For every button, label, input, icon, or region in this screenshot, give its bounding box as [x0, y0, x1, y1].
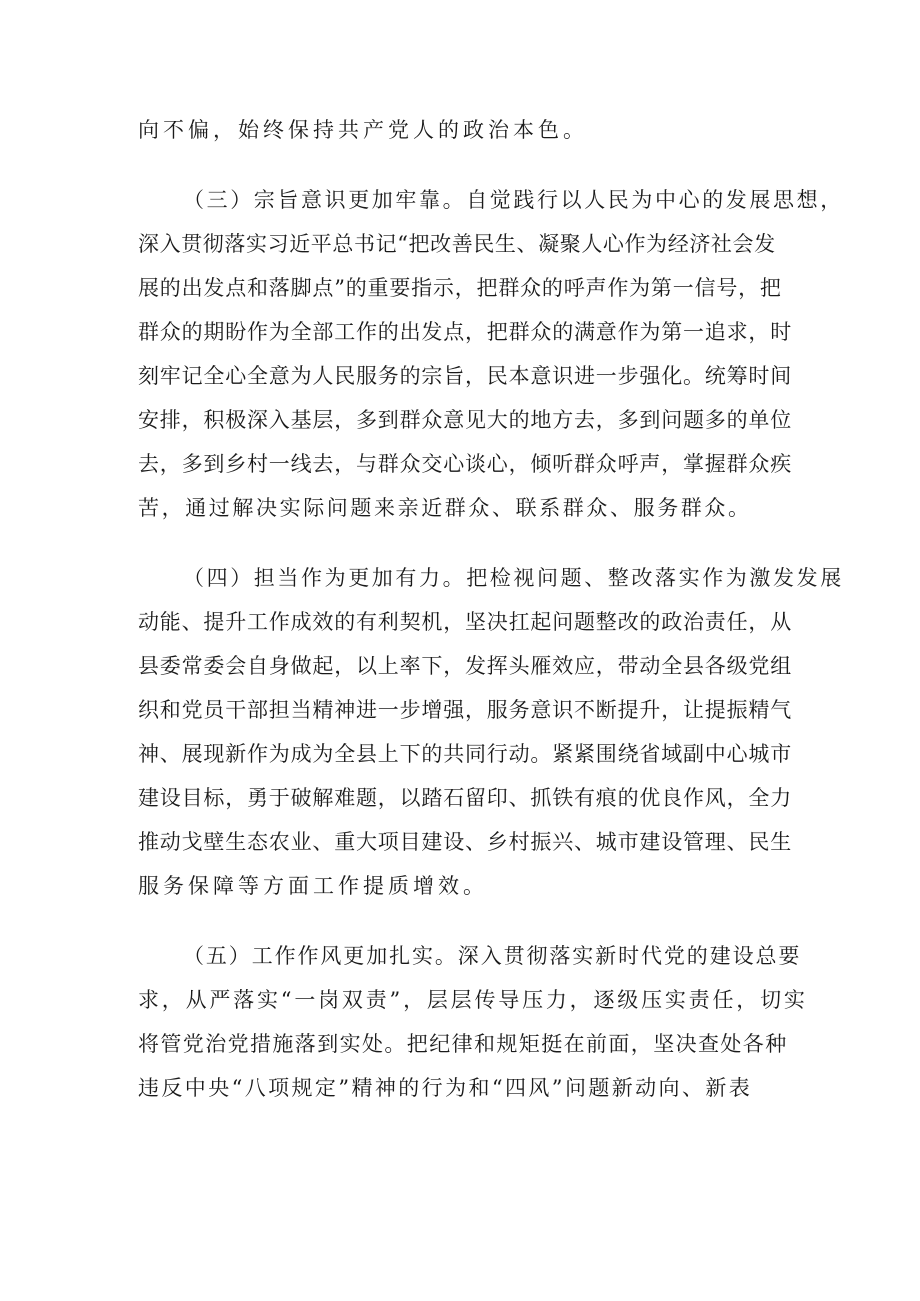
text-line: 将管党治党措施落到实处。把纪律和规矩挺在前面，坚决查处各种 — [138, 1032, 788, 1056]
text-line: 动能、提升工作成效的有利契机，坚决扛起问题整改的政治责任，从 — [138, 610, 792, 634]
text-line: 群众的期盼作为全部工作的出发点，把群众的满意作为第一追求，时 — [138, 320, 792, 344]
paragraph-first-line: （五）工作作风更加扎实。深入贯彻落实新时代党的建设总要 — [183, 944, 802, 968]
text-line: 建设目标，勇于破解难题，以踏石留印、抓铁有痕的优良作风，全力 — [138, 786, 792, 810]
text-line: 深入贯彻落实习近平总书记“把改善民生、凝聚人心作为经济社会发 — [138, 232, 776, 256]
paragraph-first-line: （三）宗旨意识更加牢靠。自觉践行以人民为中心的发展思想， — [183, 188, 844, 212]
text-line: 违反中央“八项规定”精神的行为和“四风”问题新动向、新表 — [138, 1076, 753, 1100]
text-line: 推动戈壁生态农业、重大项目建设、乡村振兴、城市建设管理、民生 — [138, 830, 792, 854]
text-line: 安排，积极深入基层，多到群众意见大的地方去，多到问题多的单位 — [138, 408, 792, 432]
text-line: 展的出发点和落脚点”的重要指示，把群众的呼声作为第一信号，把 — [138, 276, 782, 300]
text-line: 县委常委会自身做起，以上率下，发挥头雁效应，带动全县各级党组 — [138, 654, 792, 678]
text-line: 向不偏，始终保持共产党人的政治本色。 — [138, 118, 588, 142]
text-line: 苦，通过解决实际问题来亲近群众、联系群众、服务群众。 — [138, 496, 752, 520]
text-line: 织和党员干部担当精神进一步增强，服务意识不断提升，让提振精气 — [138, 698, 792, 722]
text-line: 求，从严落实“一岗双责”，层层传导压力，逐级压实责任，切实 — [138, 988, 808, 1012]
text-line: 神、展现新作为成为全县上下的共同行动。紧紧围绕省域副中心城市 — [138, 742, 792, 766]
text-line: 服务保障等方面工作提质增效。 — [138, 874, 488, 898]
paragraph-first-line: （四）担当作为更加有力。把检视问题、整改落实作为激发发展 — [183, 566, 844, 590]
text-line: 刻牢记全心全意为人民服务的宗旨，民本意识进一步强化。统筹时间 — [138, 364, 792, 388]
text-line: 去，多到乡村一线去，与群众交心谈心，倾听群众呼声，掌握群众疾 — [138, 452, 792, 476]
